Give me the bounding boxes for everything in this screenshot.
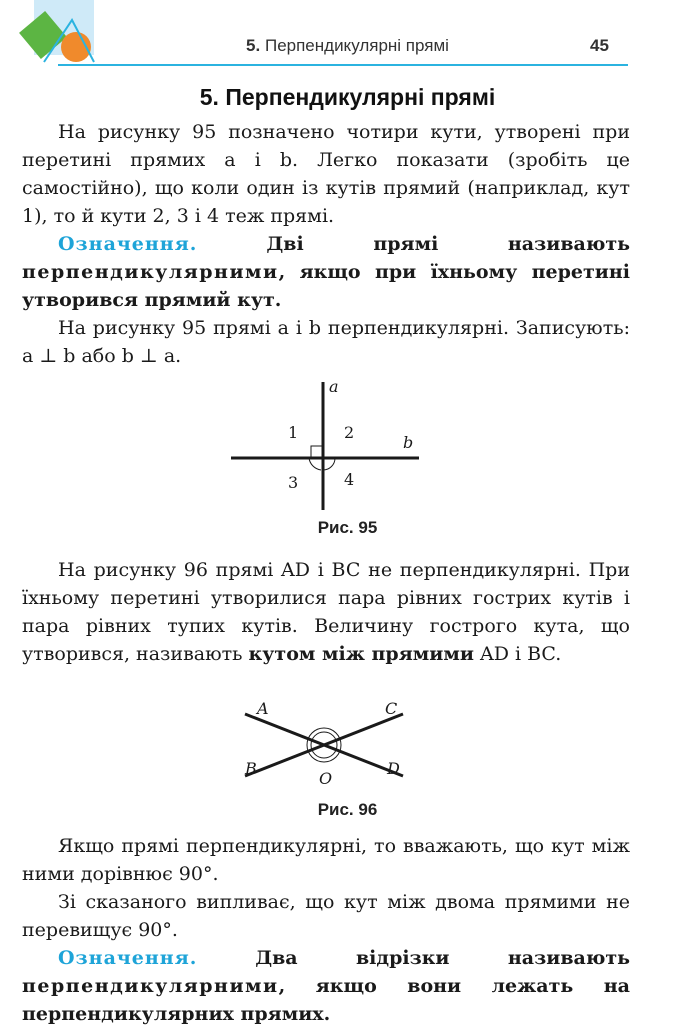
paragraph-2: На рисунку 95 прямі a і b перпендикулярні. Записують: a ⊥ b або b ⊥ a. — [22, 317, 630, 367]
term: кутом між прямими — [248, 643, 474, 665]
definition-label: Означення. — [58, 233, 198, 255]
point-A: A — [257, 699, 269, 718]
figure-96 — [235, 698, 415, 790]
figure-95 — [225, 378, 425, 514]
caption-fig-95: Рис. 95 — [317, 518, 378, 537]
header-rule — [58, 64, 628, 66]
point-D: D — [387, 759, 400, 778]
paragraph-3: На рисунку 96 прямі AD і BC не перпендикулярні. При їхньому перетині утворилися пара рівних гострих кутів і пара рівних тупих кутів. Величину гострого кута, що утворився, називають кутом між прямими AD і BC. — [22, 559, 630, 665]
label-b: b — [403, 433, 414, 452]
page-number: 45 — [590, 36, 609, 55]
paragraph-5: Зі сказаного випливає, що кут між двома прямими не перевищує 90°. — [22, 891, 630, 941]
definition-2: Означення. Два відрізки називають перпендикулярними, якщо вони лежать на перпендикулярних прямих. — [22, 947, 630, 1025]
label-a: a — [329, 378, 339, 396]
point-O: O — [319, 769, 333, 788]
paragraph-4: Якщо прямі перпендикулярні, то вважають, що кут між ними дорівнює 90°. — [22, 835, 630, 885]
angle-1: 1 — [288, 423, 299, 442]
point-B: B — [245, 759, 257, 778]
paragraph-1: На рисунку 95 позначено чотири кути, утворені при перетині прямих a і b. Легко показати (зробіть це самостійно), що коли один із кутів прямий (наприклад, кут 1), то й кути 2, 3 і 4 теж прямі. — [22, 121, 630, 227]
angle-3: 3 — [288, 473, 299, 492]
definition-label: Означення. — [58, 947, 198, 969]
term: перпендикулярними — [22, 261, 279, 283]
angle-2: 2 — [344, 423, 355, 442]
point-C: C — [385, 699, 398, 718]
running-header: 5. Перпендикулярні прямі — [246, 36, 449, 55]
caption-fig-96: Рис. 96 — [317, 800, 378, 819]
definition-1: Означення. Дві прямі називають перпендикулярними, якщо при їхньому перетині утворився прямий кут. — [22, 233, 630, 311]
angle-4: 4 — [344, 470, 355, 489]
section-title: 5. Перпендикулярні прямі — [199, 84, 496, 110]
right-angle-mark — [311, 446, 323, 458]
term: перпендикулярними — [22, 975, 279, 997]
